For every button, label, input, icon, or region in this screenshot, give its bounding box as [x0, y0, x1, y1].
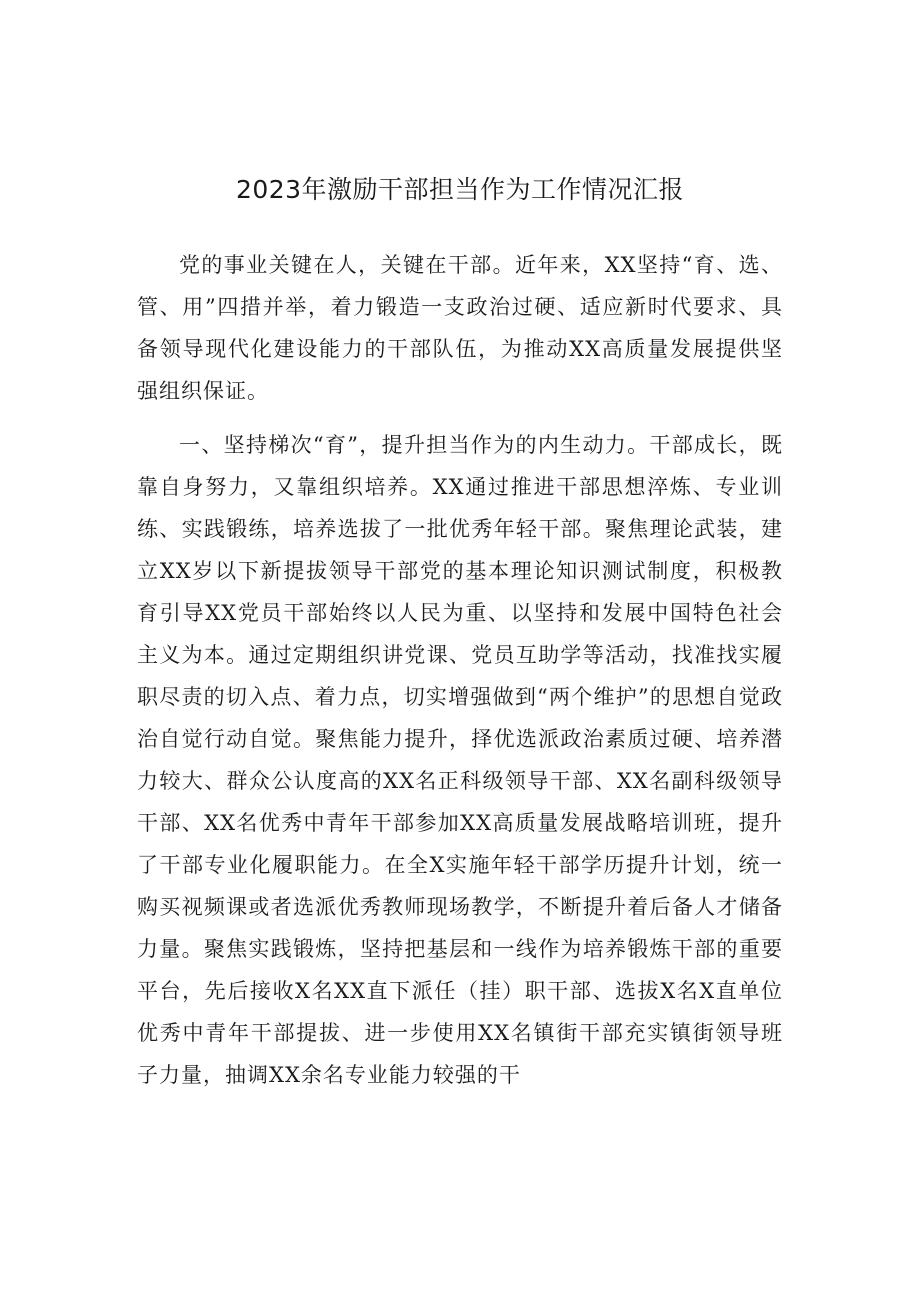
document-body	[137, 244, 783, 1096]
section-one-paragraph: 一、坚持梯次“育”，提升担当作为的内生动力。干部成长，既靠自身努力，又靠组织培养。XX通过推进干部思想淬炼、专业训练、实践锻练，培养选拔了一批优秀年轻干部。聚焦理论武装，建立XX岁以下新提拔领导干部党的基本理论知识测试制度，积极教育引导XX党员干部始终以人民为重、以坚持和发展中国特色社会主义为本。通过定期组织讲党课、党员互助学等活动，找准找实履职尽责的切入点、着力点，切实增强做到“两个维护”的思想自觉政治自觉行动自觉。聚焦能力提升，择优选派政治素质过硬、培养潜力较大、群众公认度高的XX名正科级领导干部、XX名副科级领导干部、XX名优秀中青年干部参加XX高质量发展战略培训班，提升了干部专业化履职能力。在全X实施年轻干部学历提升计划，统一购买视频课或者选派优秀教师现场教学，不断提升着后备人才储备力量。聚焦实践锻炼，坚持把基层和一线作为培养锻炼干部的重要平台，先后接收X名XX直下派任（挂）职干部、选拔X名X直单位优秀中青年干部提拔、进一步使用XX名镇街干部充实镇街领导班子力量，抽调XX余名专业能力较强的干	[137, 433, 783, 1087]
intro-paragraph: 党的事业关键在人，关键在干部。近年来，XX坚持“育、选、管、用”四措并举，着力锻造一支政治过硬、适应新时代要求、具备领导现代化建设能力的干部队伍，为推动XX高质量发展提供坚强组织保证。	[137, 253, 783, 403]
document-title: 2023年激励干部担当作为工作情况汇报	[235, 175, 685, 204]
